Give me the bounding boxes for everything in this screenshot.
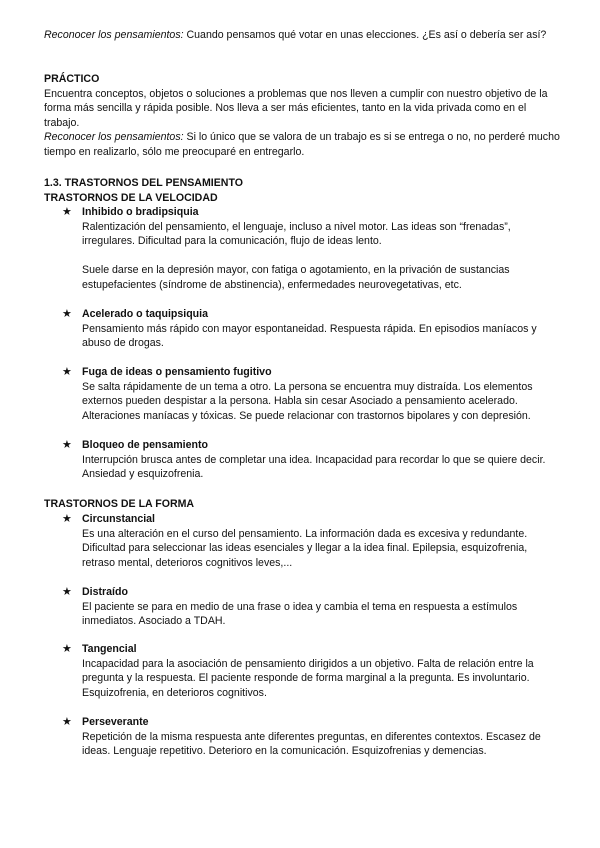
item-body: Pensamiento más rápido con mayor espontaneidad. Respuesta rápida. En episodios maníacos y abuso de drogas. — [82, 322, 537, 350]
practico-heading: PRÁCTICO — [44, 73, 100, 85]
item-title: Perseverante — [82, 716, 149, 728]
star-icon: ★ — [62, 439, 72, 451]
list-item — [62, 365, 562, 423]
list-item — [62, 512, 562, 570]
star-icon: ★ — [62, 643, 72, 655]
item-title: Tangencial — [82, 643, 137, 655]
item-body: Ralentización del pensamiento, el lenguaje, incluso a nivel motor. Las ideas son “frenadas”, irregulares. Dificultad para la comunicación, flujo de ideas lento. — [82, 220, 511, 248]
list-item — [62, 307, 562, 351]
list-item — [62, 715, 562, 759]
practico-section — [44, 72, 564, 160]
item-title: Distraído — [82, 586, 128, 598]
list-item — [62, 642, 562, 700]
item-title: Bloqueo de pensamiento — [82, 439, 208, 451]
item-body-extra: Suele darse en la depresión mayor, con fatiga o agotamiento, en la privación de sustancias estupefacientes (síndrome de abstinencia), enfermedades neurovegetativas, etc. — [82, 264, 510, 291]
star-icon: ★ — [62, 206, 72, 218]
item-title: Acelerado o taquipsiquia — [82, 308, 208, 320]
forma-header — [44, 497, 564, 512]
list-item — [62, 438, 562, 482]
item-body: Interrupción brusca antes de completar una idea. Incapacidad para recordar lo que se quiere decir. Ansiedad y esquizofrenia. — [82, 453, 546, 481]
velocidad-heading: TRASTORNOS DE LA VELOCIDAD — [44, 191, 218, 204]
practico-text: Encuentra conceptos, objetos o soluciones a problemas que nos lleven a cumplir con nuestro objetivo de la forma más sencilla y rápida posible. Nos lleva a ser más eficientes, tanto en la vida privada como en el trabajo. — [44, 87, 548, 129]
item-body: El paciente se para en medio de una frase o idea y cambia el tema en respuesta a estímulos inmediatos. Asociado a TDAH. — [82, 600, 518, 628]
star-icon: ★ — [62, 366, 72, 378]
item-body: Incapacidad para la asociación de pensamiento dirigidos a un objetivo. Falta de relación entre la pregunta y la respuesta. El paciente responde de forma marginal a la pregunta. Es involuntario. Esquizofrenia, en deterioros cognitivos. — [82, 657, 534, 699]
item-title: Fuga de ideas o pensamiento fugitivo — [82, 366, 272, 378]
item-title: Circunstancial — [82, 513, 156, 525]
section-title: 1.3. TRASTORNOS DEL PENSAMIENTO — [44, 177, 243, 189]
item-body: Es una alteración en el curso del pensamiento. La información dada es excesiva y redundante. Dificultad para seleccionar las ideas esenciales y llegar a la idea final. Epilepsia, esquizofrenia, retraso mental, deterioros cognitivos leves,... — [82, 527, 528, 569]
star-icon: ★ — [62, 308, 72, 320]
star-icon: ★ — [62, 716, 72, 728]
item-body: Repetición de la misma respuesta ante diferentes preguntas, en diferentes contextos. Escasez de ideas. Lenguaje repetitivo. Deterioro en la comunicación. Esquizofrenias y demencias. — [82, 730, 541, 758]
intro-text: Cuando pensamos qué votar en unas elecciones. ¿Es así o debería ser así? — [183, 29, 547, 41]
star-icon: ★ — [62, 513, 72, 525]
intro-paragraph — [44, 28, 564, 43]
forma-heading: TRASTORNOS DE LA FORMA — [44, 498, 195, 510]
practico-label: Reconocer los pensamientos: — [44, 131, 184, 144]
intro-label: Reconocer los pensamientos: — [44, 29, 184, 41]
section-header — [44, 176, 564, 205]
item-title: Inhibido o bradipsiquia — [82, 206, 199, 218]
list-item — [62, 585, 562, 629]
star-icon: ★ — [62, 586, 72, 598]
list-item — [62, 205, 562, 293]
practico-example: Si lo único que se valora de un trabajo es si se entrega o no, no perderé mucho tiempo en realizarlo, sólo me preocuparé en entregarlo. — [44, 131, 560, 158]
item-body: Se salta rápidamente de un tema a otro. La persona se encuentra muy distraída. Los elementos externos pueden despistar a la persona. Habla sin cesar Asociado a pensamiento acelerado. Alteraciones maníacas y tóxicas. Se puede relacionar con trastornos bipolares y con depresión. — [82, 380, 533, 422]
